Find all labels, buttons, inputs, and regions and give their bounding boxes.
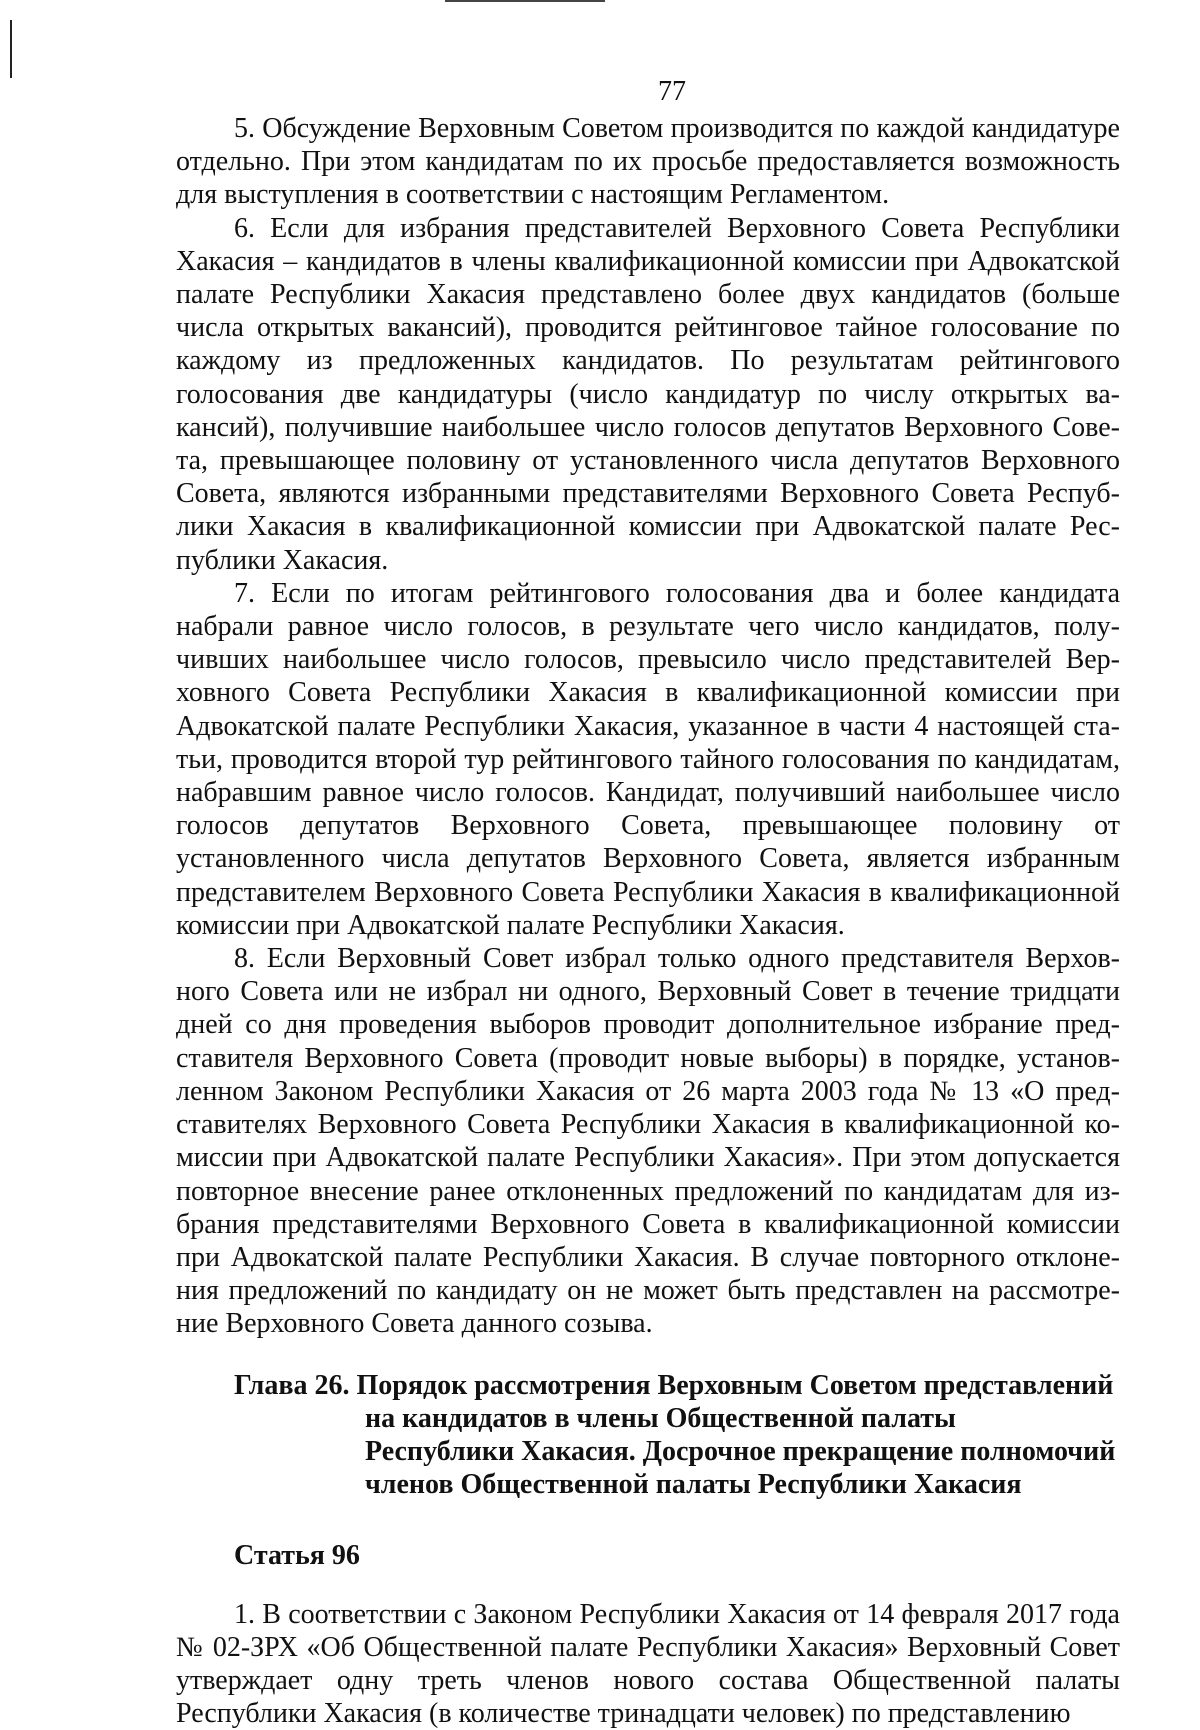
chapter-heading-line: членов Общественной палаты Республики Хакасия — [365, 1468, 1022, 1500]
chapter-heading-line: Глава 26. Порядок рассмотрения Верховным Советом представлений — [234, 1369, 1114, 1401]
paragraph-8: 8. Если Верховный Совет избрал только одного представителя Верховного Совета или не избрал ни одного, Верховный Совет в течение тридцати дней со дня проведения выборов проводит дополнительное избрание представителя Верховного Совета (проводит новые выборы) в порядке, установленном Законом Республики Хакасия от 26 марта 2003 года № 13 «О представителях Верховного Совета Республики Хакасия в квалификационной комиссии при Адвокатской палате Республики Хакасия». При этом допускается повторное внесение ранее отклоненных предложений по кандидатам для избрания представителями Верховного Совета в квалификационной комиссии при Адвокатской палате Республики Хакасия. В случае повторного отклонения предложений по кандидату он не может быть представлен на рассмотрение Верховного Совета данного созыва. — [176, 943, 1120, 1340]
chapter-heading — [176, 1369, 1120, 1501]
chapter-heading-line: на кандидатов в члены Общественной палаты — [365, 1402, 956, 1434]
paragraph-7: 7. Если по итогам рейтингового голосования два и более кандидата набрали равное число голосов, в результате чего число кандидатов, получивших наибольшее число голосов, превысило число представителей Верховного Совета Республики Хакасия в квалификационной комиссии при Адвокатской палате Республики Хакасия, указанное в части 4 настоящей статьи, проводится второй тур рейтингового тайного голосования по кандидатам, набравшим равное число голосов. Кандидат, получивший наибольшее число голосов депутатов Верховного Совета, превышающее половину от установленного числа депутатов Верховного Совета, является избранным представителем Верховного Совета Республики Хакасия в квалификационной комиссии при Адвокатской палате Республики Хакасия. — [176, 577, 1120, 941]
paragraph-5: 5. Обсуждение Верховным Советом производится по каждой кандидатуре отдельно. При этом кандидатам по их просьбе предоставляется возможность для выступления в соответствии с настоящим Регламентом. — [176, 113, 1120, 211]
chapter-heading-line: Республики Хакасия. Досрочное прекращение полномочий — [365, 1435, 1116, 1467]
paragraph-6: 6. Если для избрания представителей Верховного Совета Республики Хакасия – кандидатов в члены квалификационной комиссии при Адвокатской палате Республики Хакасия представлено более двух кандидатов (больше числа открытых вакансий), проводится рейтинговое тайное голосование по каждому из предложенных кандидатов. По результатам рейтингового голосования две кандидатуры (число кандидатур по числу открытых вакансий), получившие наибольшее число голосов депутатов Верховного Совета, превышающее половину от установленного числа депутатов Верховного Совета, являются избранными представителями Верховного Совета Республики Хакасия в квалификационной комиссии при Адвокатской палате Республики Хакасия. — [176, 212, 1120, 576]
article-title: Статья 96 — [234, 1539, 360, 1571]
scan-edge-mark — [10, 20, 12, 78]
document-page — [176, 74, 1120, 1730]
article-paragraph-1: 1. В соответствии с Законом Республики Хакасия от 14 февраля 2017 года № 02-ЗРХ «Об Общественной палате Республики Хакасия» Верховный Совет утверждает одну треть членов нового состава Общественной палаты Республики Хакасия (в количестве тринадцати человек) по представлению — [176, 1598, 1120, 1730]
scan-top-mark — [445, 0, 605, 2]
page-number: 77 — [658, 76, 686, 107]
